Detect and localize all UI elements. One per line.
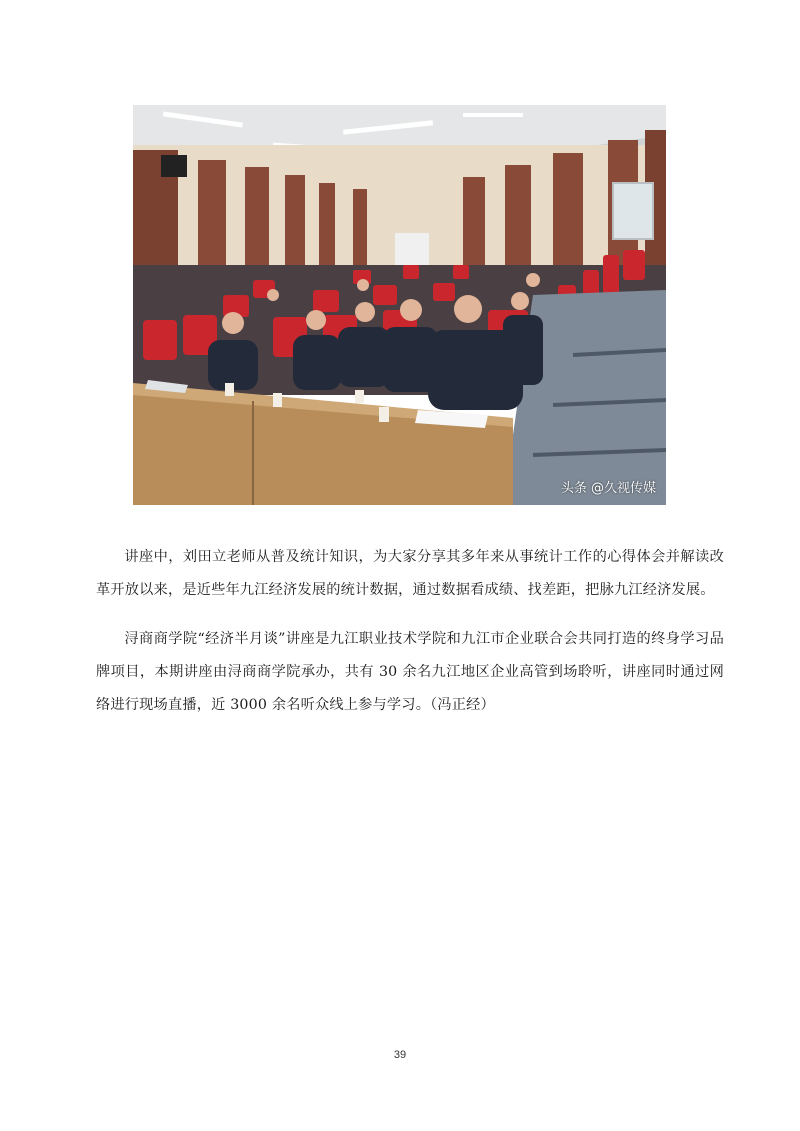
lecture-photo — [133, 105, 666, 505]
body-paragraph-1: 讲座中，刘田立老师从普及统计知识，为大家分享其多年来从事统计工作的心得体会并解读改革开放以来，是近些年九江经济发展的统计数据，通过数据看成绩、找差距，把脉九江经济发展。 — [96, 549, 724, 598]
photo-watermark: 头条 @久视传媒 — [560, 481, 656, 496]
body-paragraph-2: 浔商商学院“经济半月谈”讲座是九江职业技术学院和九江市企业联合会共同打造的终身学习品牌项目，本期讲座由浔商商学院承办，共有 30 余名九江地区企业高管到场聆听，讲座同时通过网络进行现场直播，近 3000 余名听众线上参与学习。（冯正经） — [96, 631, 724, 713]
page-number: 39 — [393, 1049, 407, 1061]
